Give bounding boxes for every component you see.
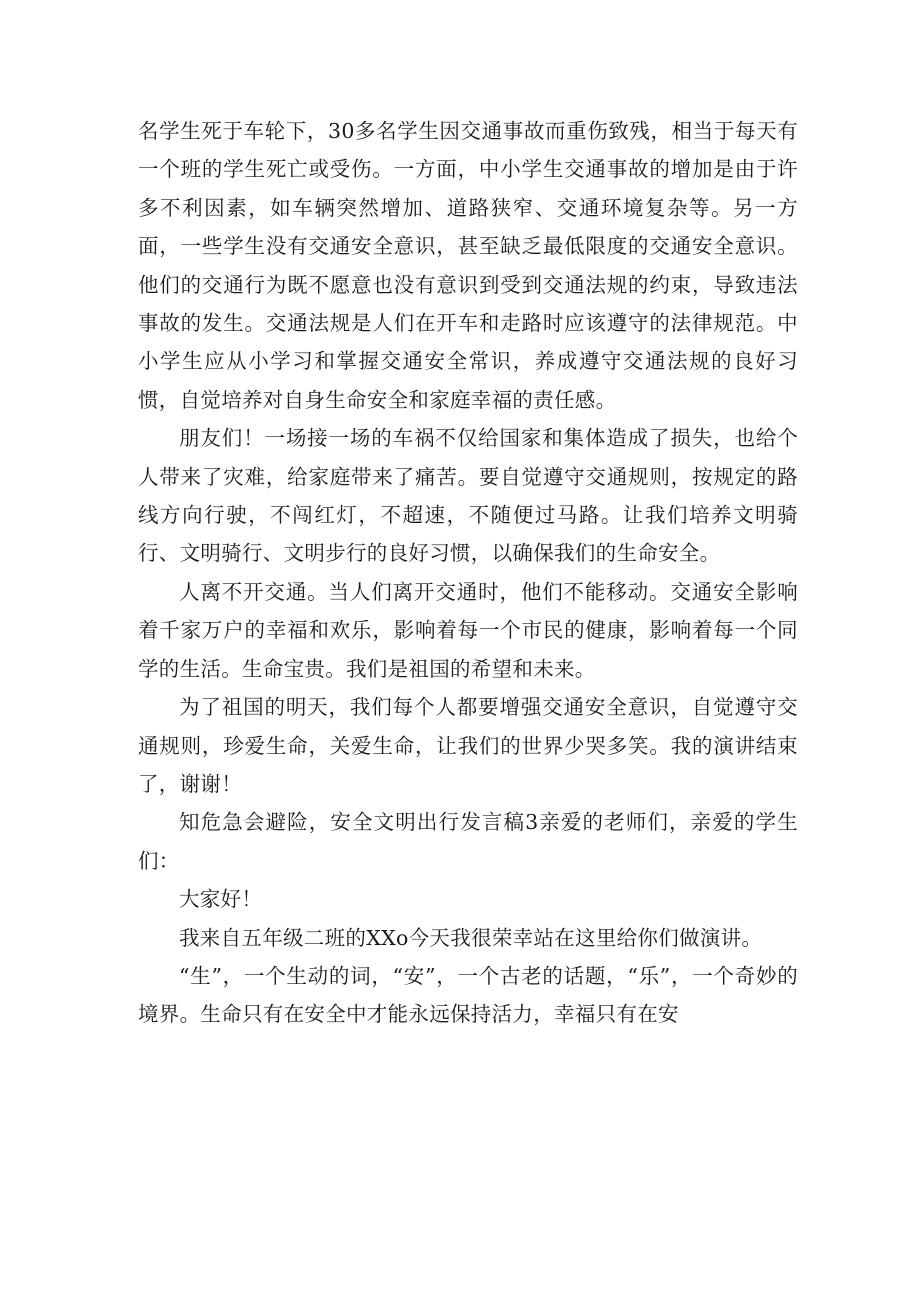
document-body (138, 112, 798, 1034)
paragraph: 我来自五年级二班的XXo今天我很荣幸站在这里给你们做演讲。 (179, 925, 763, 950)
paragraph: 大家好！ (179, 887, 263, 912)
paragraph: 朋友们！一场接一场的车祸不仅给国家和集体造成了损失，也给个人带来了灾难，给家庭带来了痛苦。要自觉遵守交通规则，按规定的路线方向行驶，不闯红灯，不超速，不随便过马路。让我们培养文明骑行、文明骑行、文明步行的良好习惯，以确保我们的生命安全。 (138, 426, 798, 566)
paragraph: 人离不开交通。当人们离开交通时，他们不能移动。交通安全影响着千家万户的幸福和欢乐，影响着每一个市民的健康，影响着每一个同学的生活。生命宝贵。我们是祖国的希望和未来。 (138, 579, 798, 681)
paragraph: “生”，一个生动的词，“安”，一个古老的话题，“乐”，一个奇妙的境界。生命只有在安全中才能永远保持活力，幸福只有在安 (138, 963, 798, 1027)
paragraph: 名学生死于车轮下，30多名学生因交通事故而重伤致残，相当于每天有一个班的学生死亡或受伤。一方面，中小学生交通事故的增加是由于许多不利因素，如车辆突然增加、道路狭窄、交通环境复杂等。另一方面，一些学生没有交通安全意识，甚至缺乏最低限度的交通安全意识。他们的交通行为既不愿意也没有意识到受到交通法规的约束，导致违法事故的发生。交通法规是人们在开车和走路时应该遵守的法律规范。中小学生应从小学习和掌握交通安全常识，养成遵守交通法规的良好习惯，自觉培养对自身生命安全和家庭幸福的责任感。 (138, 119, 798, 412)
paragraph: 为了祖国的明天，我们每个人都要增强交通安全意识，自觉遵守交通规则，珍爱生命，关爱生命，让我们的世界少哭多笑。我的演讲结束了，谢谢！ (138, 695, 798, 796)
paragraph: 知危急会避险，安全文明出行发言稿3亲爱的老师们，亲爱的学生们： (138, 810, 798, 873)
